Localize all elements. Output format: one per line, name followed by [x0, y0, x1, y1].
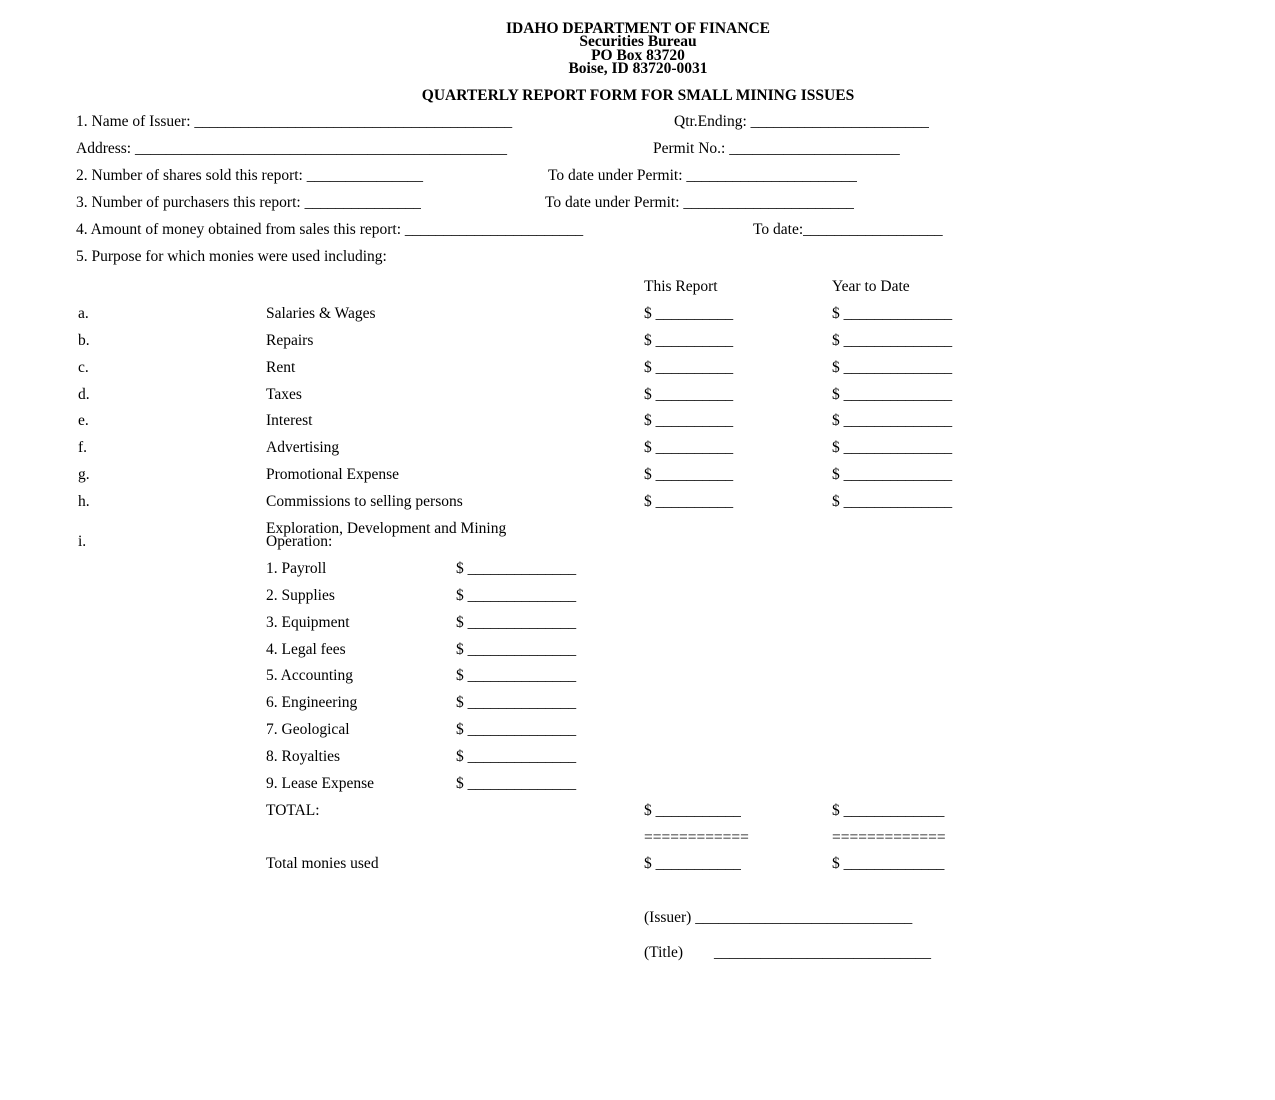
exploration-item-field[interactable]: $ ______________ — [456, 641, 577, 658]
expense-this-report-field[interactable]: $ __________ — [644, 332, 734, 349]
exploration-item-label: 4. Legal fees — [266, 641, 346, 658]
exploration-item-field[interactable]: $ ______________ — [456, 667, 577, 684]
expense-ytd-field[interactable]: $ ______________ — [832, 386, 953, 403]
expense-letter: b. — [78, 332, 90, 349]
exploration-item-field[interactable]: $ ______________ — [456, 721, 577, 738]
expense-letter: g. — [78, 466, 90, 483]
expense-ytd-field[interactable]: $ ______________ — [832, 493, 953, 510]
title-field[interactable]: ____________________________ — [714, 944, 931, 961]
expense-ytd-field[interactable]: $ ______________ — [832, 439, 953, 456]
exploration-item-label: 3. Equipment — [266, 614, 350, 631]
bureau-name: Securities Bureau — [579, 33, 697, 50]
expense-ytd-field[interactable]: $ ______________ — [832, 305, 953, 322]
expense-ytd-field[interactable]: $ ______________ — [832, 466, 953, 483]
issuer-name-field[interactable]: 1. Name of Issuer: _________________________________________ — [76, 113, 513, 130]
expense-label: Rent — [266, 359, 296, 376]
expense-ytd-field[interactable]: $ ______________ — [832, 332, 953, 349]
total-monies-used-label: Total monies used — [266, 855, 379, 872]
exploration-item-label: 6. Engineering — [266, 694, 358, 711]
expense-label: Taxes — [266, 386, 302, 403]
issuer-signature-field[interactable]: (Issuer) ____________________________ — [644, 909, 913, 926]
expense-this-report-field[interactable]: $ __________ — [644, 412, 734, 429]
expense-label: Repairs — [266, 332, 314, 349]
expense-letter: a. — [78, 305, 89, 322]
permit-no-field[interactable]: Permit No.: ______________________ — [653, 140, 900, 157]
exploration-item-label: 8. Royalties — [266, 748, 341, 765]
expense-letter: f. — [78, 439, 88, 456]
expense-letter: c. — [78, 359, 89, 376]
exploration-label-line2: Operation: — [266, 533, 333, 550]
exploration-item-field[interactable]: $ ______________ — [456, 614, 577, 631]
expense-this-report-field[interactable]: $ __________ — [644, 466, 734, 483]
exploration-item-field[interactable]: $ ______________ — [456, 560, 577, 577]
money-to-date-field[interactable]: To date:__________________ — [753, 221, 943, 238]
exploration-item-label: 5. Accounting — [266, 667, 353, 684]
expense-ytd-field[interactable]: $ ______________ — [832, 412, 953, 429]
exploration-label-line1: Exploration, Development and Mining — [266, 520, 507, 537]
col-year-to-date: Year to Date — [832, 278, 910, 295]
expense-label: Advertising — [266, 439, 340, 456]
total-this-report-field[interactable]: $ ___________ — [644, 802, 741, 819]
exploration-letter: i. — [78, 533, 87, 550]
expense-this-report-field[interactable]: $ __________ — [644, 439, 734, 456]
org-name: IDAHO DEPARTMENT OF FINANCE — [506, 20, 770, 37]
address-field[interactable]: Address: ________________________________________________ — [76, 140, 507, 157]
exploration-item-field[interactable]: $ ______________ — [456, 775, 577, 792]
exploration-item-label: 7. Geological — [266, 721, 350, 738]
expense-letter: d. — [78, 386, 90, 403]
col-this-report: This Report — [644, 278, 718, 295]
expense-this-report-field[interactable]: $ __________ — [644, 493, 734, 510]
money-obtained-field[interactable]: 4. Amount of money obtained from sales this report: _______________________ — [76, 221, 584, 238]
total-label: TOTAL: — [266, 802, 320, 819]
city-line: Boise, ID 83720-0031 — [568, 60, 708, 77]
exploration-item-field[interactable]: $ ______________ — [456, 748, 577, 765]
expense-label: Commissions to selling persons — [266, 493, 463, 510]
total-used-ytd-field[interactable]: $ _____________ — [832, 855, 945, 872]
expense-this-report-field[interactable]: $ __________ — [644, 359, 734, 376]
exploration-item-field[interactable]: $ ______________ — [456, 694, 577, 711]
expense-label: Salaries & Wages — [266, 305, 376, 322]
exploration-item-label: 1. Payroll — [266, 560, 327, 577]
qtr-ending-field[interactable]: Qtr.Ending: _______________________ — [674, 113, 929, 130]
exploration-item-label: 2. Supplies — [266, 587, 335, 604]
exploration-item-field[interactable]: $ ______________ — [456, 587, 577, 604]
expense-this-report-field[interactable]: $ __________ — [644, 305, 734, 322]
title-label: (Title) — [644, 944, 684, 961]
expense-this-report-field[interactable]: $ __________ — [644, 386, 734, 403]
total-rule-ytd: ============= — [832, 829, 946, 846]
total-ytd-field[interactable]: $ _____________ — [832, 802, 945, 819]
exploration-item-label: 9. Lease Expense — [266, 775, 375, 792]
purpose-heading: 5. Purpose for which monies were used including: — [76, 248, 387, 265]
expense-label: Interest — [266, 412, 313, 429]
shares-sold-field[interactable]: 2. Number of shares sold this report: _______________ — [76, 167, 423, 184]
shares-to-date-field[interactable]: To date under Permit: ______________________ — [548, 167, 857, 184]
total-rule-this-report: ============ — [644, 829, 749, 846]
expense-letter: h. — [78, 493, 90, 510]
purchasers-field[interactable]: 3. Number of purchasers this report: _______________ — [76, 194, 421, 211]
expense-label: Promotional Expense — [266, 466, 400, 483]
form-title: QUARTERLY REPORT FORM FOR SMALL MINING ISSUES — [421, 87, 855, 104]
total-used-this-report-field[interactable]: $ ___________ — [644, 855, 741, 872]
expense-letter: e. — [78, 412, 89, 429]
purchasers-to-date-field[interactable]: To date under Permit: ______________________ — [545, 194, 854, 211]
po-box: PO Box 83720 — [591, 47, 685, 64]
expense-ytd-field[interactable]: $ ______________ — [832, 359, 953, 376]
